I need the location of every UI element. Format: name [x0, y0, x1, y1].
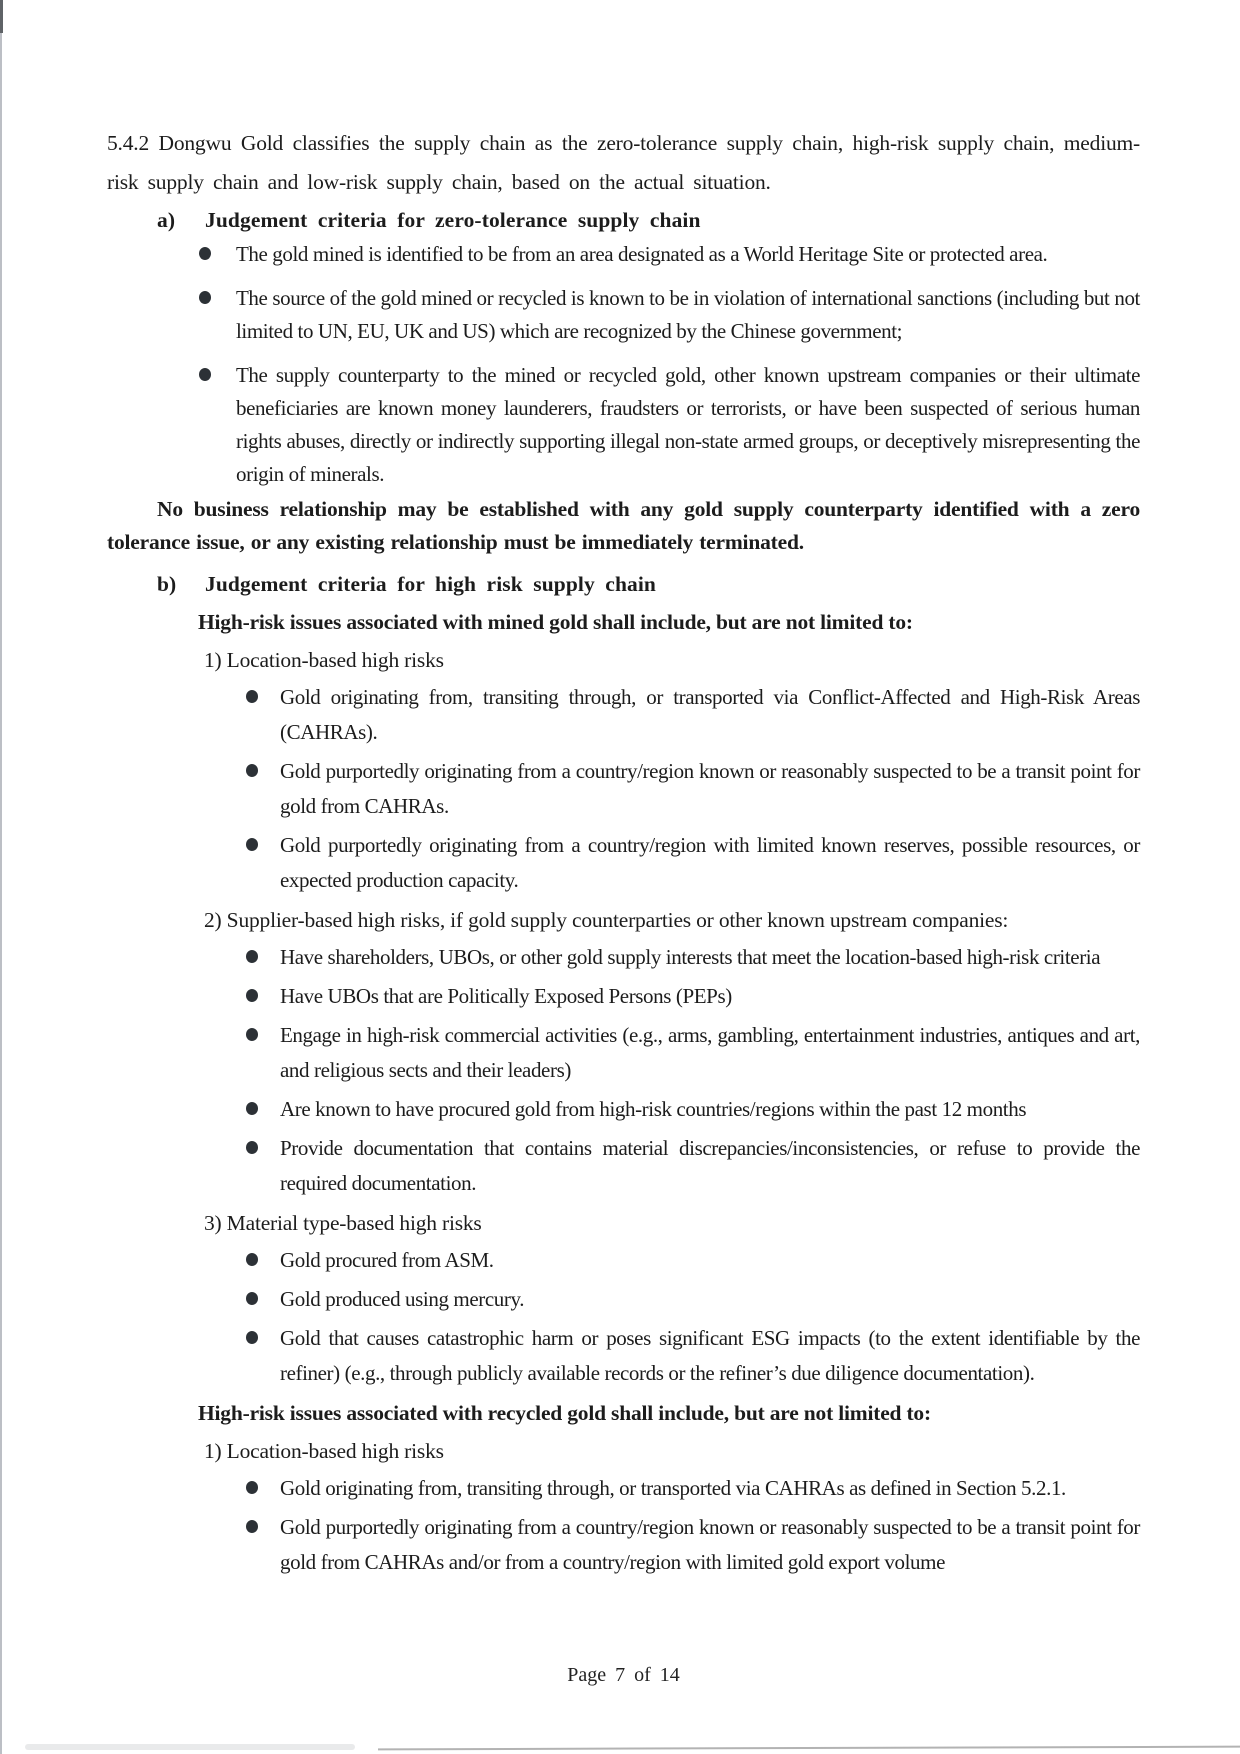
- bullet-dot-icon: [246, 764, 258, 777]
- mined-group-3-bullets: [107, 1243, 1140, 1391]
- mined-group-3-label: 3) Material type-based high risks: [204, 1211, 482, 1235]
- bullet-item: [107, 1018, 1140, 1088]
- mined-group-1-label: 1) Location-based high risks: [204, 648, 444, 672]
- bullet-dot-icon: [199, 291, 211, 304]
- bullet-item: [107, 282, 1140, 348]
- recycled-gold-heading: High-risk issues associated with recycled gold shall include, but are not limited to:: [198, 1401, 931, 1425]
- scan-artifact-left-edge: [0, 0, 2, 1754]
- bullet-text: Gold originating from, transiting through, or transported via Conflict-Affected and High-Risk Areas (CAHRAs).: [280, 685, 1140, 744]
- bullet-text: Gold purportedly originating from a country/region known or reasonably suspected to be a transit point for gold from CAHRAs.: [280, 759, 1140, 818]
- bullet-item: [107, 238, 1140, 271]
- section-a-heading: [157, 202, 1140, 238]
- bullet-dot-icon: [246, 1253, 258, 1266]
- mined-group-2-bullets: [107, 940, 1140, 1201]
- bullet-dot-icon: [246, 950, 258, 963]
- bullet-item: [107, 979, 1140, 1014]
- bullet-text: Gold that causes catastrophic harm or poses significant ESG impacts (to the extent identifiable by the refiner) (e.g., through publicly available records or the refiner’s due diligence documentation).: [280, 1326, 1140, 1385]
- bullet-text: The source of the gold mined or recycled is known to be in violation of international sanctions (including but not limited to UN, EU, UK and US) which are recognized by the Chinese government;: [236, 286, 1140, 343]
- bullet-item: [107, 754, 1140, 824]
- section-a-title: Judgement criteria for zero-tolerance supply chain: [205, 208, 701, 232]
- bullet-item: [107, 1321, 1140, 1391]
- mined-gold-heading: High-risk issues associated with mined gold shall include, but are not limited to:: [198, 610, 913, 634]
- bullet-item: [107, 1510, 1140, 1580]
- bullet-dot-icon: [246, 989, 258, 1002]
- bullet-text: The gold mined is identified to be from an area designated as a World Heritage Site or protected area.: [236, 242, 1048, 266]
- mined-group-2-label: 2) Supplier-based high risks, if gold supply counterparties or other known upstream companies:: [204, 908, 1009, 932]
- bullet-text: Are known to have procured gold from high-risk countries/regions within the past 12 months: [280, 1097, 1027, 1121]
- bullet-dot-icon: [246, 1141, 258, 1154]
- scan-artifact-left-edge-dark: [0, 0, 3, 33]
- bullet-item: [107, 1243, 1140, 1278]
- bullet-dot-icon: [246, 1028, 258, 1041]
- zero-tolerance-note: No business relationship may be established with any gold supply counterparty identified with a zero tolerance issue, or any existing relationship must be immediately terminated.: [107, 497, 1140, 554]
- bullet-text: Have UBOs that are Politically Exposed Persons (PEPs): [280, 984, 732, 1008]
- bullet-dot-icon: [199, 247, 211, 260]
- bullet-item: [107, 1282, 1140, 1317]
- page-number-footer: Page 7 of 14: [567, 1664, 680, 1686]
- bullet-item: [107, 828, 1140, 898]
- bullet-item: [107, 1131, 1140, 1201]
- bullet-text: Have shareholders, UBOs, or other gold supply interests that meet the location-based high-risk criteria: [280, 945, 1101, 969]
- bullet-text: Engage in high-risk commercial activities (e.g., arms, gambling, entertainment industries, antiques and art, and religious sects and their leaders): [280, 1023, 1140, 1082]
- section-a-label: a): [157, 208, 176, 232]
- recycled-group-1-label: 1) Location-based high risks: [204, 1439, 444, 1463]
- bullet-dot-icon: [199, 368, 211, 381]
- bullet-text: Provide documentation that contains material discrepancies/inconsistencies, or refuse to provide the required documentation.: [280, 1136, 1140, 1195]
- bullet-dot-icon: [246, 1481, 258, 1494]
- bullet-item: [107, 940, 1140, 975]
- section-b-heading: [157, 566, 1140, 602]
- bullet-item: [107, 680, 1140, 750]
- bullet-dot-icon: [246, 1102, 258, 1115]
- section-a-bullet-list: [107, 238, 1140, 491]
- bullet-dot-icon: [246, 690, 258, 703]
- bullet-text: Gold produced using mercury.: [280, 1287, 525, 1311]
- intro-paragraph: 5.4.2 Dongwu Gold classifies the supply chain as the zero-tolerance supply chain, high-risk supply chain, medium-risk supply chain and low-risk supply chain, based on the actual situation.: [107, 131, 1140, 194]
- scan-artifact-bottom-smudge: [25, 1744, 355, 1750]
- bullet-dot-icon: [246, 838, 258, 851]
- bullet-dot-icon: [246, 1292, 258, 1305]
- bullet-text: Gold purportedly originating from a country/region with limited known reserves, possible resources, or expected production capacity.: [280, 833, 1140, 892]
- section-b-label: b): [157, 572, 177, 596]
- bullet-text: Gold originating from, transiting through, or transported via CAHRAs as defined in Section 5.2.1.: [280, 1476, 1066, 1500]
- bullet-text: Gold procured from ASM.: [280, 1248, 494, 1272]
- bullet-dot-icon: [246, 1331, 258, 1344]
- recycled-group-1-bullets: [107, 1471, 1140, 1580]
- bullet-item: [107, 1471, 1140, 1506]
- bullet-text: The supply counterparty to the mined or recycled gold, other known upstream companies or their ultimate beneficiaries are known money launderers, fraudsters or terrorists, or have been suspected of serious human rights abuses, directly or indirectly supporting illegal non-state armed groups, or deceptively misrepresenting the origin of minerals.: [236, 363, 1140, 486]
- bullet-dot-icon: [246, 1520, 258, 1533]
- bullet-item: [107, 1092, 1140, 1127]
- section-b-title: Judgement criteria for high risk supply chain: [205, 572, 656, 596]
- mined-group-1-bullets: [107, 680, 1140, 898]
- bullet-text: Gold purportedly originating from a country/region known or reasonably suspected to be a transit point for gold from CAHRAs and/or from a country/region with limited gold export volume: [280, 1515, 1140, 1574]
- bullet-item: [107, 359, 1140, 491]
- scan-artifact-bottom-line: [378, 1746, 1240, 1751]
